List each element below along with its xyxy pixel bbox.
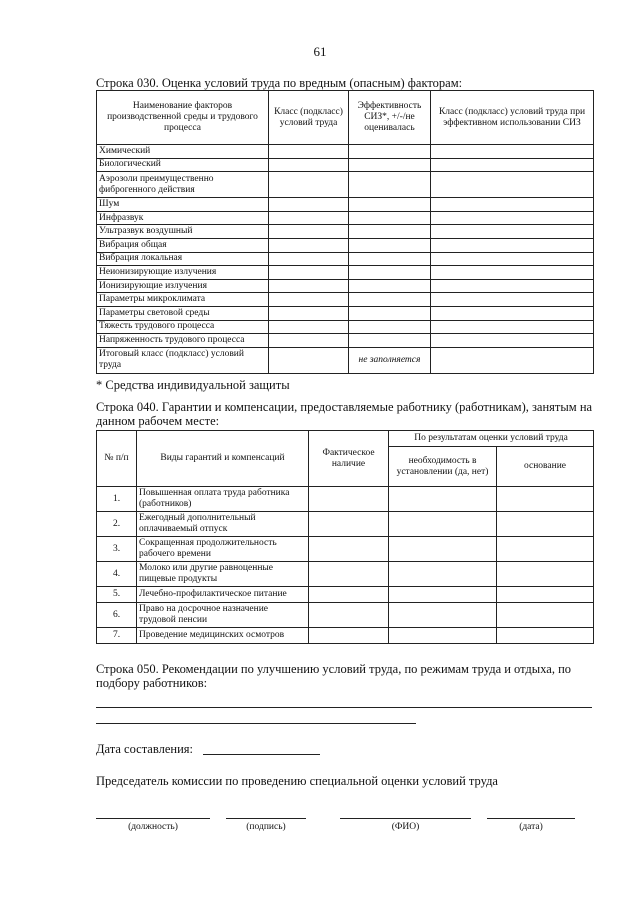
guarantee-name: Повышенная оплата труда работника (работников) (137, 487, 309, 512)
ppe-cell[interactable] (349, 252, 431, 266)
class-ppe-cell[interactable] (431, 172, 594, 198)
actual-cell[interactable] (309, 628, 389, 644)
class-ppe-cell[interactable] (431, 306, 594, 320)
header-need: необходимость в установлении (да, нет) (389, 447, 497, 487)
ppe-cell[interactable] (349, 293, 431, 307)
class-cell[interactable] (269, 334, 349, 348)
recommendation-line-2[interactable] (96, 723, 416, 724)
guarantee-num: 4. (97, 562, 137, 587)
factor-row (97, 172, 594, 198)
guarantee-row (97, 487, 594, 512)
class-cell[interactable] (269, 320, 349, 334)
header-basis: основание (497, 447, 594, 487)
position-caption: (должность) (128, 822, 178, 832)
factor-name: Биологический (97, 158, 269, 172)
guarantee-num: 5. (97, 587, 137, 603)
class-cell[interactable] (269, 172, 349, 198)
guarantee-num: 2. (97, 512, 137, 537)
basis-cell[interactable] (497, 512, 594, 537)
class-ppe-cell[interactable] (431, 320, 594, 334)
ppe-cell[interactable] (349, 158, 431, 172)
basis-cell[interactable] (497, 562, 594, 587)
guarantee-num: 6. (97, 603, 137, 628)
class-ppe-cell[interactable] (431, 252, 594, 266)
guarantee-num: 3. (97, 537, 137, 562)
guarantee-row (97, 603, 594, 628)
guarantee-num: 7. (97, 628, 137, 644)
basis-cell[interactable] (497, 628, 594, 644)
ppe-cell[interactable] (349, 211, 431, 225)
actual-cell[interactable] (309, 487, 389, 512)
fio-line[interactable] (340, 818, 471, 819)
ppe-cell[interactable] (349, 145, 431, 159)
total-ppe-note: не заполняется (349, 347, 431, 373)
guarantees-table (96, 430, 594, 644)
ppe-cell[interactable] (349, 306, 431, 320)
class-ppe-cell[interactable] (431, 279, 594, 293)
ppe-cell[interactable] (349, 279, 431, 293)
ppe-cell[interactable] (349, 238, 431, 252)
actual-cell[interactable] (309, 512, 389, 537)
factor-row (97, 266, 594, 280)
chairman-title: Председатель комиссии по проведению специальной оценки условий труда (96, 774, 498, 788)
position-line[interactable] (96, 818, 210, 819)
date-field-line[interactable] (203, 754, 320, 755)
factor-row (97, 306, 594, 320)
actual-cell[interactable] (309, 587, 389, 603)
actual-cell[interactable] (309, 562, 389, 587)
header-actual: Фактическое наличие (309, 431, 389, 487)
hazard-factors-table (96, 90, 594, 374)
date-caption: (дата) (519, 822, 543, 832)
factor-row (97, 334, 594, 348)
class-cell[interactable] (269, 225, 349, 239)
class-cell[interactable] (269, 145, 349, 159)
signature-line[interactable] (226, 818, 306, 819)
factor-row (97, 252, 594, 266)
factor-name: Вибрация общая (97, 238, 269, 252)
class-cell[interactable] (269, 266, 349, 280)
ppe-cell[interactable] (349, 172, 431, 198)
factor-row (97, 198, 594, 212)
class-ppe-cell[interactable] (431, 266, 594, 280)
need-cell[interactable] (389, 562, 497, 587)
section-030-title: Строка 030. Оценка условий труда по вредным (опасным) факторам: (96, 76, 463, 90)
guarantee-name: Сокращенная продолжительность рабочего времени (137, 537, 309, 562)
need-cell[interactable] (389, 487, 497, 512)
header-by-results: По результатам оценки условий труда (389, 431, 594, 447)
page-number: 61 (313, 44, 327, 59)
recommendation-line-1[interactable] (96, 707, 592, 708)
factor-name: Аэрозоли преимущественно фиброгенного действия (97, 172, 269, 198)
class-ppe-cell[interactable] (431, 225, 594, 239)
header-ppe: Эффективность СИЗ*, +/-/не оценивалась (349, 91, 431, 145)
actual-cell[interactable] (309, 603, 389, 628)
class-cell[interactable] (269, 306, 349, 320)
need-cell[interactable] (389, 603, 497, 628)
factor-name: Параметры микроклимата (97, 293, 269, 307)
ppe-cell[interactable] (349, 320, 431, 334)
guarantee-row (97, 587, 594, 603)
guarantee-name: Молоко или другие равноценные пищевые продукты (137, 562, 309, 587)
total-class-ppe-cell[interactable] (431, 347, 594, 373)
section-040-title: Строка 040. Гарантии и компенсации, предоставляемые работнику (работникам), занятым на данном рабочем месте: (96, 400, 593, 428)
need-cell[interactable] (389, 537, 497, 562)
class-cell[interactable] (269, 238, 349, 252)
factor-name: Напряженность трудового процесса (97, 334, 269, 348)
ppe-cell[interactable] (349, 198, 431, 212)
class-cell[interactable] (269, 158, 349, 172)
factor-name: Шум (97, 198, 269, 212)
date-line[interactable] (487, 818, 575, 819)
date-label: Дата составления: (96, 742, 193, 756)
guarantee-row (97, 512, 594, 537)
factor-name: Параметры световой среды (97, 306, 269, 320)
class-ppe-cell[interactable] (431, 293, 594, 307)
section-050-title: Строка 050. Рекомендации по улучшению условий труда, по режимам труда и отдыха, по подбору работников: (96, 662, 572, 690)
total-row (97, 347, 594, 373)
factor-row (97, 293, 594, 307)
guarantee-num: 1. (97, 487, 137, 512)
class-ppe-cell[interactable] (431, 211, 594, 225)
class-cell[interactable] (269, 279, 349, 293)
factor-name: Ультразвук воздушный (97, 225, 269, 239)
factor-row (97, 320, 594, 334)
guarantee-name: Лечебно-профилактическое питание (137, 587, 309, 603)
basis-cell[interactable] (497, 603, 594, 628)
factor-name: Тяжесть трудового процесса (97, 320, 269, 334)
class-ppe-cell[interactable] (431, 198, 594, 212)
factor-row (97, 238, 594, 252)
factor-row (97, 158, 594, 172)
header-type: Виды гарантий и компенсаций (137, 431, 309, 487)
class-cell[interactable] (269, 211, 349, 225)
total-label: Итоговый класс (подкласс) условий труда (97, 347, 269, 373)
basis-cell[interactable] (497, 587, 594, 603)
need-cell[interactable] (389, 628, 497, 644)
class-ppe-cell[interactable] (431, 238, 594, 252)
basis-cell[interactable] (497, 537, 594, 562)
factor-row (97, 279, 594, 293)
factor-row (97, 145, 594, 159)
guarantee-name: Проведение медицинских осмотров (137, 628, 309, 644)
basis-cell[interactable] (497, 487, 594, 512)
signature-caption: (подпись) (246, 822, 286, 832)
ppe-cell[interactable] (349, 225, 431, 239)
class-ppe-cell[interactable] (431, 158, 594, 172)
class-cell[interactable] (269, 252, 349, 266)
header-class-ppe: Класс (подкласс) условий труда при эффективном использовании СИЗ (431, 91, 594, 145)
factor-name: Неионизирующие излучения (97, 266, 269, 280)
class-cell[interactable] (269, 198, 349, 212)
factor-row (97, 225, 594, 239)
factor-name: Химический (97, 145, 269, 159)
header-factor: Наименование факторов производственной среды и трудового процесса (97, 91, 269, 145)
factor-row (97, 211, 594, 225)
total-class-cell[interactable] (269, 347, 349, 373)
factor-name: Вибрация локальная (97, 252, 269, 266)
guarantee-row (97, 562, 594, 587)
footnote: * Средства индивидуальной защиты (96, 378, 290, 392)
ppe-cell[interactable] (349, 334, 431, 348)
guarantee-name: Ежегодный дополнительный оплачиваемый отпуск (137, 512, 309, 537)
factor-name: Ионизирующие излучения (97, 279, 269, 293)
header-class: Класс (подкласс) условий труда (269, 91, 349, 145)
class-cell[interactable] (269, 293, 349, 307)
actual-cell[interactable] (309, 537, 389, 562)
fio-caption: (ФИО) (391, 822, 420, 832)
class-ppe-cell[interactable] (431, 145, 594, 159)
class-ppe-cell[interactable] (431, 334, 594, 348)
guarantee-row (97, 628, 594, 644)
guarantee-name: Право на досрочное назначение трудовой пенсии (137, 603, 309, 628)
header-num: № п/п (97, 431, 137, 487)
need-cell[interactable] (389, 512, 497, 537)
guarantee-row (97, 537, 594, 562)
ppe-cell[interactable] (349, 266, 431, 280)
factor-name: Инфразвук (97, 211, 269, 225)
need-cell[interactable] (389, 587, 497, 603)
